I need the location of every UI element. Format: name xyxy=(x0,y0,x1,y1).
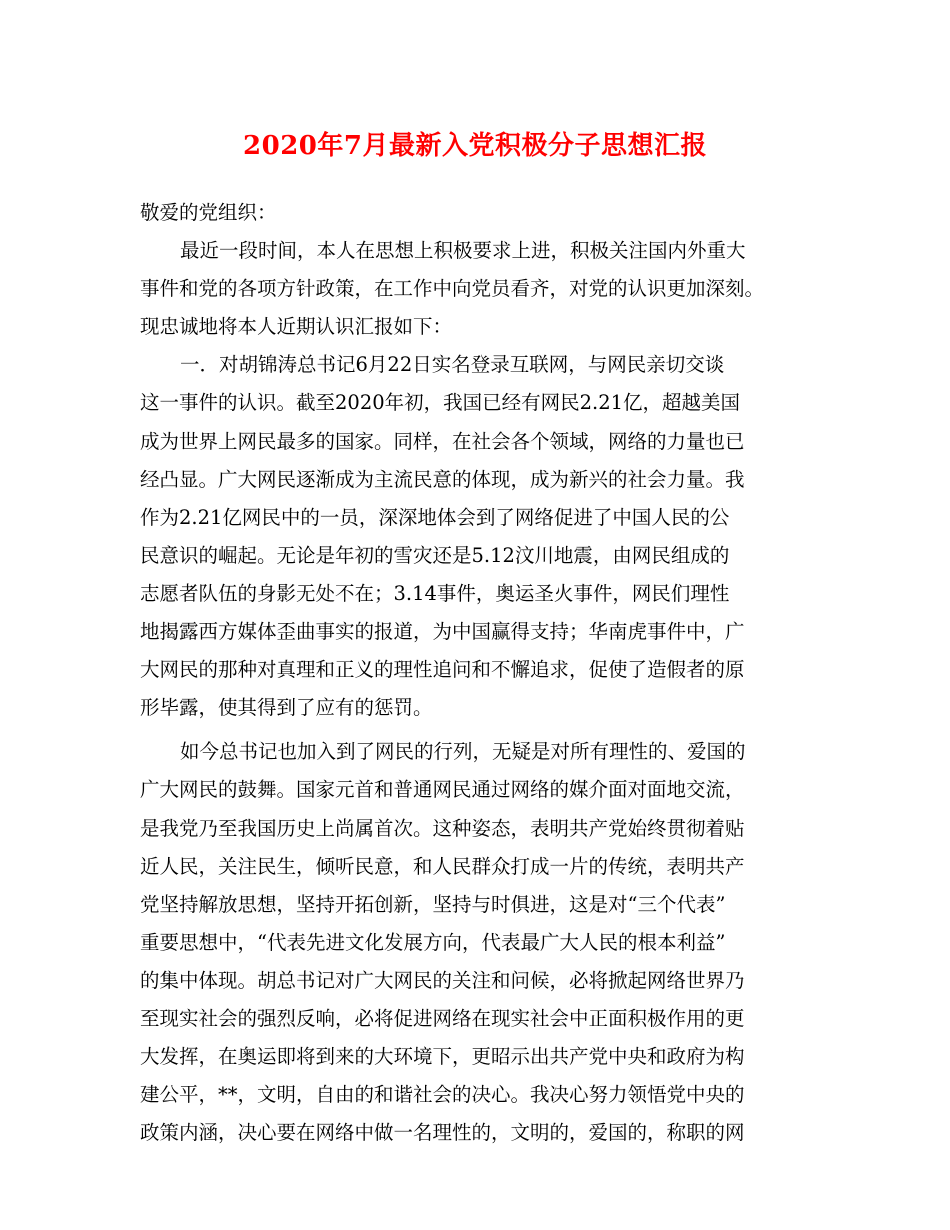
text-line: 至现实社会的强烈反响，必将促进网络在现实社会中正面积极作用的更 xyxy=(140,1006,745,1030)
text-line: 广大网民的鼓舞。国家元首和普通网民通过网络的媒介面对面地交流， xyxy=(140,778,745,802)
text-line: 最近一段时间，本人在思想上积极要求上进，积极关注国内外重大 xyxy=(180,239,746,263)
document-title: 2020年7月最新入党积极分子思想汇报 xyxy=(243,131,707,161)
paragraph-intro xyxy=(140,232,812,346)
text-line: 事件和党的各项方针政策，在工作中向党员看齐，对党的认识更加深刻。 xyxy=(140,277,765,301)
text-line: 党坚持解放思想，坚持开拓创新，坚持与时俱进，这是对“三个代表” xyxy=(140,892,726,916)
text-line: 现忠诚地将本人近期认识汇报如下： xyxy=(140,315,453,339)
text-line: 民意识的崛起。无论是年初的雪灾还是5.12汶川地震，由网民组成的 xyxy=(140,543,730,567)
salutation: 敬爱的党组织： xyxy=(140,201,277,224)
text-line: 的集中体现。胡总书记对广大网民的关注和问候，必将掀起网络世界乃 xyxy=(140,968,745,992)
text-line: 地揭露西方媒体歪曲事实的报道，为中国赢得支持；华南虎事件中，广 xyxy=(140,620,745,644)
text-line: 重要思想中，“代表先进文化发展方向，代表最广大人民的根本利益” xyxy=(140,930,726,954)
paragraph-reflection xyxy=(140,733,812,1152)
text-line: 如今总书记也加入到了网民的行列，无疑是对所有理性的、爱国的 xyxy=(180,740,746,764)
text-line: 作为2.21亿网民中的一员，深深地体会到了网络促进了中国人民的公 xyxy=(140,505,730,529)
text-line: 成为世界上网民最多的国家。同样，在社会各个领域，网络的力量也已 xyxy=(140,429,745,453)
text-line: 建公平，**，文明，自由的和谐社会的决心。我决心努力领悟党中央的 xyxy=(140,1083,745,1107)
text-line: 近人民，关注民生，倾听民意，和人民群众打成一片的传统，表明共产 xyxy=(140,854,745,878)
text-line: 形毕露，使其得到了应有的惩罚。 xyxy=(140,696,433,720)
text-line: 是我党乃至我国历史上尚属首次。这种姿态，表明共产党始终贯彻着贴 xyxy=(140,816,745,840)
text-line: 这一事件的认识。截至2020年初，我国已经有网民2.21亿，超越美国 xyxy=(140,391,741,415)
paragraph-point-one xyxy=(140,346,812,727)
text-line: 一．对胡锦涛总书记6月22日实名登录互联网，与网民亲切交谈 xyxy=(180,353,725,377)
text-line: 经凸显。广大网民逐渐成为主流民意的体现，成为新兴的社会力量。我 xyxy=(140,467,745,491)
text-line: 大发挥，在奥运即将到来的大环境下，更昭示出共产党中央和政府为构 xyxy=(140,1045,745,1069)
text-line: 志愿者队伍的身影无处不在；3.14事件，奥运圣火事件，网民们理性 xyxy=(140,581,730,605)
text-line: 大网民的那种对真理和正义的理性追问和不懈追求，促使了造假者的原 xyxy=(140,658,745,682)
document-body xyxy=(140,194,812,1152)
text-line: 政策内涵，决心要在网络中做一名理性的，文明的，爱国的，称职的网 xyxy=(140,1121,745,1145)
